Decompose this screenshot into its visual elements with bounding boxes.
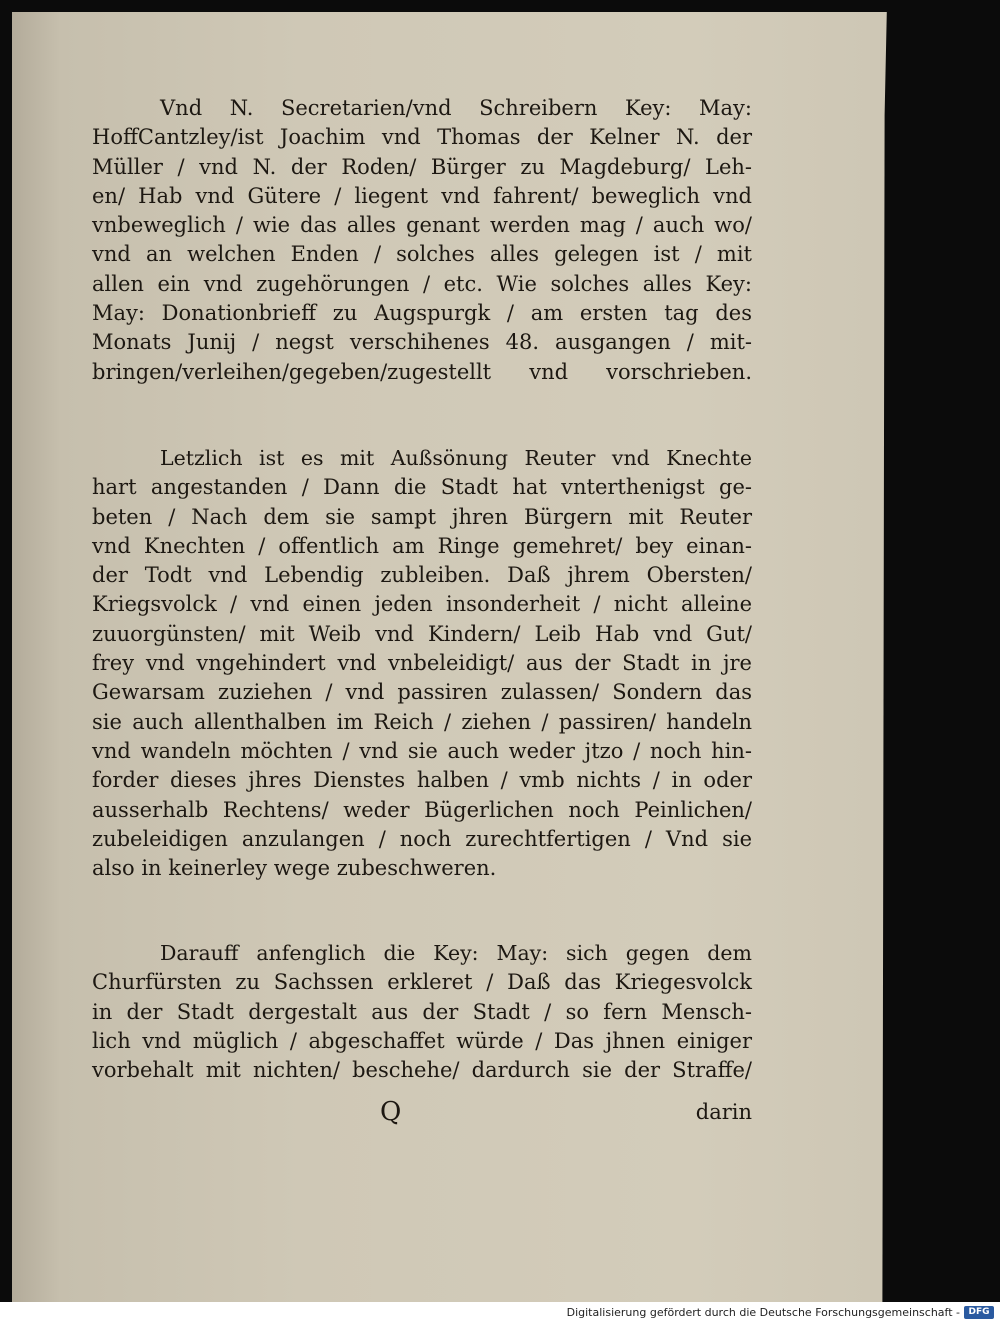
document-page [12,12,980,1302]
text-line: lich vnd müglich / abgeschaffet würde / Das jhnen einiger [92,1028,752,1053]
text-line: vnd Knechten / offentlich am Ringe gemehret/ bey einan- [92,533,752,558]
text-line: ausserhalb Rechtens/ weder Bügerlichen noch Peinlichen/ [92,797,752,822]
text-line: vorbehalt mit nichten/ beschehe/ dardurch sie der Straffe/ [92,1058,752,1083]
text-line: vnd an welchen Enden / solches alles gelegen ist / mit [92,242,752,267]
text-line: May: Donationbrieff zu Augspurgk / am ersten tag des [92,301,752,326]
text-line: Letzlich ist es mit Außsönung Reuter vnd Knechte [160,446,752,470]
text-line: in der Stadt dergestalt aus der Stadt / so fern Mensch- [92,999,752,1024]
text-line: HoffCantzley/ist Joachim vnd Thomas der Kelner N. der [92,125,752,150]
paragraph-1 [92,94,752,387]
text-line: forder dieses jhres Dienstes halben / vmb nichts / in oder [92,768,752,793]
text-line: allen ein vnd zugehörungen / etc. Wie solches alles Key: [92,271,752,296]
text-line: beten / Nach dem sie sampt jhren Bürgern mit Reuter [92,504,752,529]
footer-credit-text: Digitalisierung gefördert durch die Deutsche Forschungsgemeinschaft - [566,1306,960,1319]
text-line: hart angestanden / Dann die Stadt hat vnterthenigst ge- [92,475,752,500]
text-line: Kriegsvolck / vnd einen jeden insonderheit / nicht alleine [92,592,752,617]
text-line: zubeleidigen anzulangen / noch zurechtfertigen / Vnd sie [92,826,752,851]
digitization-footer [0,1302,1000,1323]
catchword: darin [695,1100,752,1124]
text-line: vnd wandeln möchten / vnd sie auch weder jtzo / noch hin- [92,738,752,763]
text-line: sie auch allenthalben im Reich / ziehen / passiren/ handeln [92,709,752,734]
text-line: Vnd N. Secretarien/vnd Schreibern Key: May: [160,96,752,120]
text-line: en/ Hab vnd Gütere / liegent vnd fahrent/ beweglich vnd [92,183,752,208]
text-line: Monats Junij / negst verschihenes 48. ausgangen / mit- [92,330,752,355]
text-line: vnbeweglich / wie das alles genant werden mag / auch wo/ [92,213,752,238]
torn-page-edge [878,12,988,1302]
text-line: bringen/verleihen/gegeben/zugestellt vnd vorschrieben. [92,359,752,384]
text-line: frey vnd vngehindert vnd vnbeleidigt/ aus der Stadt in jre [92,651,752,676]
text-line: Churfürsten zu Sachssen erkleret / Daß das Kriegesvolck [92,970,752,995]
text-line: zuuorgünsten/ mit Weib vnd Kindern/ Leib Hab vnd Gut/ [92,621,752,646]
paragraph-3 [92,939,752,1085]
dfg-logo: DFG [964,1306,994,1319]
text-line: Müller / vnd N. der Roden/ Bürger zu Magdeburg/ Leh- [92,154,752,179]
text-line: der Todt vnd Lebendig zubleiben. Daß jhrem Obersten/ [92,563,752,588]
text-line: also in keinerley wege zubeschweren. [92,856,497,881]
text-line: Gewarsam zuziehen / vnd passiren zulassen/ Sondern das [92,680,752,705]
signature-mark: Q [380,1097,402,1127]
paragraph-2 [92,444,752,883]
text-line: Darauff anfenglich die Key: May: sich gegen dem [160,941,752,965]
